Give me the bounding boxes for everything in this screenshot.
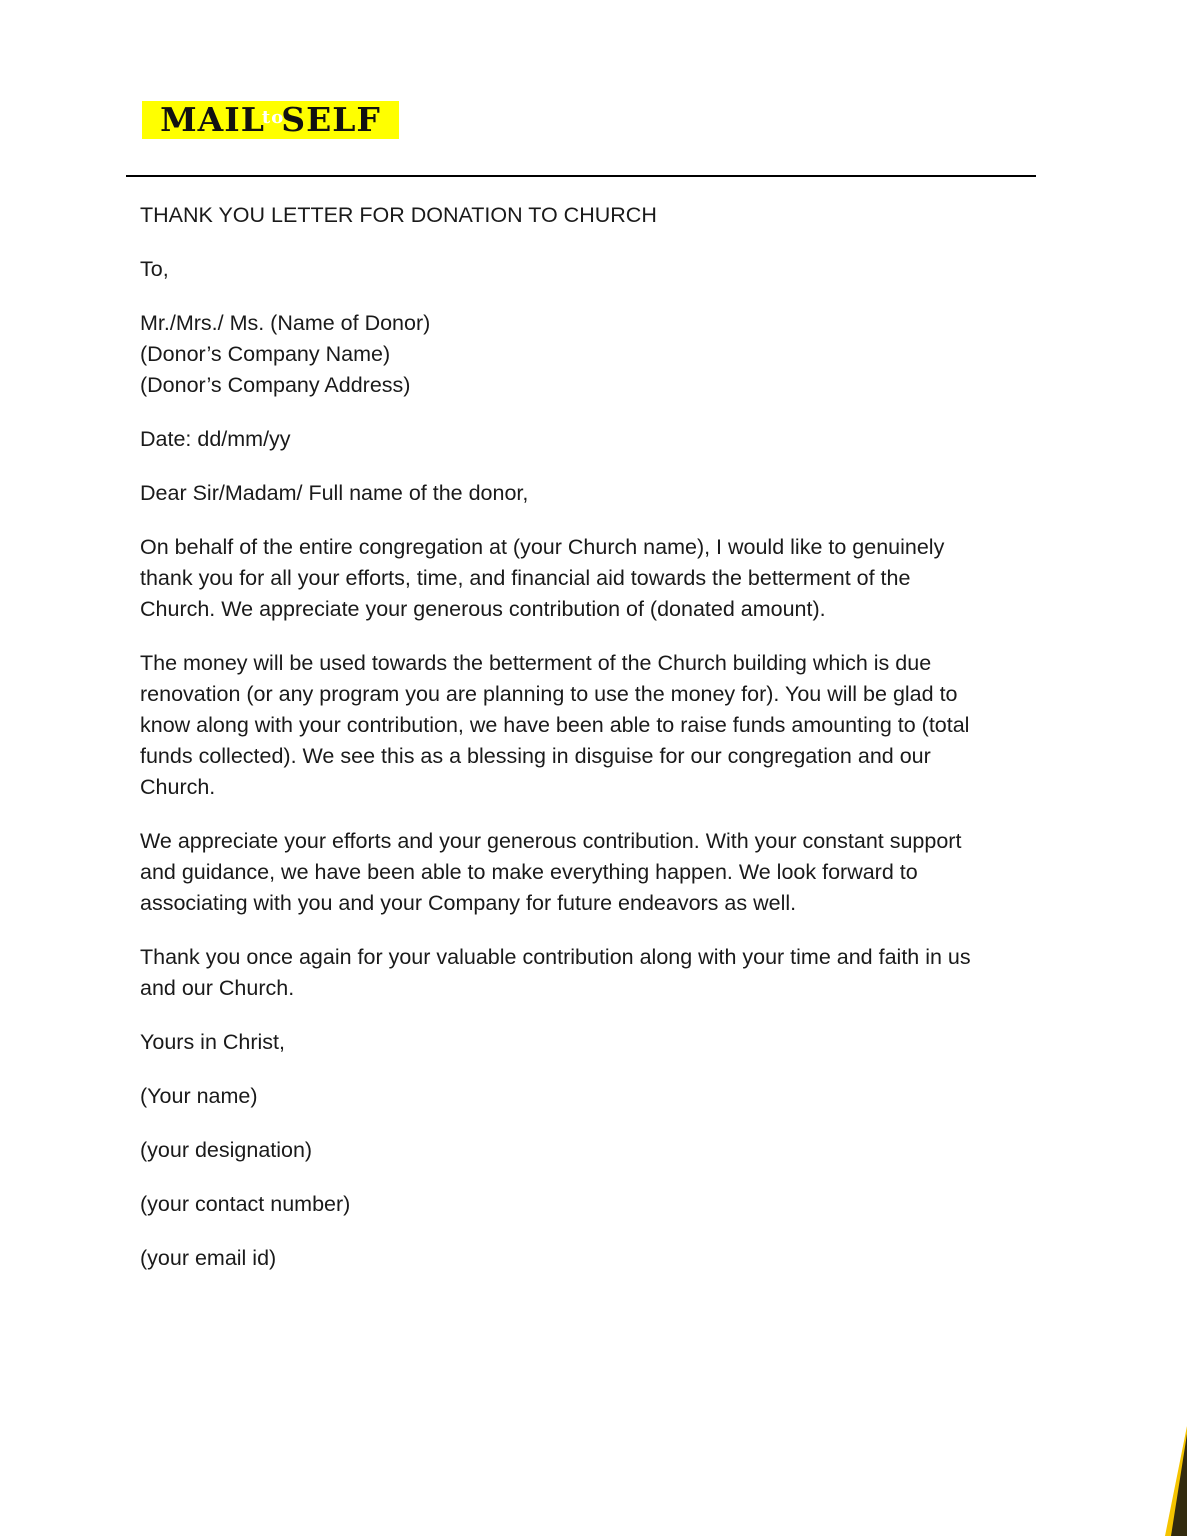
signature-email: (your email id) — [140, 1246, 277, 1270]
paragraph-line: associating with you and your Company for future endeavors as well. — [140, 891, 797, 915]
paragraph-line: funds collected). We see this as a blessing in disguise for our congregation and our — [140, 744, 931, 768]
recipient-company: (Donor’s Company Name) — [140, 342, 391, 366]
body-paragraph-4 — [140, 942, 1045, 1004]
paragraph-line: thank you for all your efforts, time, and financial aid towards the betterment of the — [140, 566, 911, 590]
paragraph-line: The money will be used towards the betterment of the Church building which is due — [140, 651, 932, 675]
paragraph-line: Thank you once again for your valuable contribution along with your time and faith in us — [140, 945, 971, 969]
paragraph-line: know along with your contribution, we have been able to raise funds amounting to (total — [140, 713, 970, 737]
letter-body — [140, 200, 1045, 1297]
paragraph-line: Church. — [140, 775, 216, 799]
signature-contact: (your contact number) — [140, 1192, 351, 1216]
recipient-block — [140, 308, 1045, 401]
logo-text-mail: MAIL — [160, 100, 265, 139]
recipient-address: (Donor’s Company Address) — [140, 373, 411, 397]
letter-title: THANK YOU LETTER FOR DONATION TO CHURCH — [140, 203, 657, 227]
paragraph-line: and our Church. — [140, 976, 295, 1000]
letter-date: Date: dd/mm/yy — [140, 427, 291, 451]
header-divider — [126, 175, 1036, 177]
closing: Yours in Christ, — [140, 1030, 285, 1054]
logo-text-self: SELF — [281, 100, 381, 139]
paragraph-line: renovation (or any program you are planning to use the money for). You will be glad to — [140, 682, 958, 706]
paragraph-line: On behalf of the entire congregation at (your Church name), I would like to genuinely — [140, 535, 945, 559]
body-paragraph-3 — [140, 826, 1045, 919]
body-paragraph-1 — [140, 532, 1045, 625]
signature-designation: (your designation) — [140, 1138, 313, 1162]
signature-name: (Your name) — [140, 1084, 258, 1108]
body-paragraph-2 — [140, 648, 1045, 803]
corner-accent-decoration — [1157, 1426, 1187, 1536]
paragraph-line: Church. We appreciate your generous contribution of (donated amount). — [140, 597, 826, 621]
mailtoself-logo[interactable] — [142, 101, 399, 139]
logo-text-to: to — [261, 107, 285, 128]
letter-to: To, — [140, 257, 169, 281]
paragraph-line: and guidance, we have been able to make everything happen. We look forward to — [140, 860, 918, 884]
salutation: Dear Sir/Madam/ Full name of the donor, — [140, 481, 529, 505]
paragraph-line: We appreciate your efforts and your generous contribution. With your constant support — [140, 829, 962, 853]
recipient-name: Mr./Mrs./ Ms. (Name of Donor) — [140, 311, 431, 335]
